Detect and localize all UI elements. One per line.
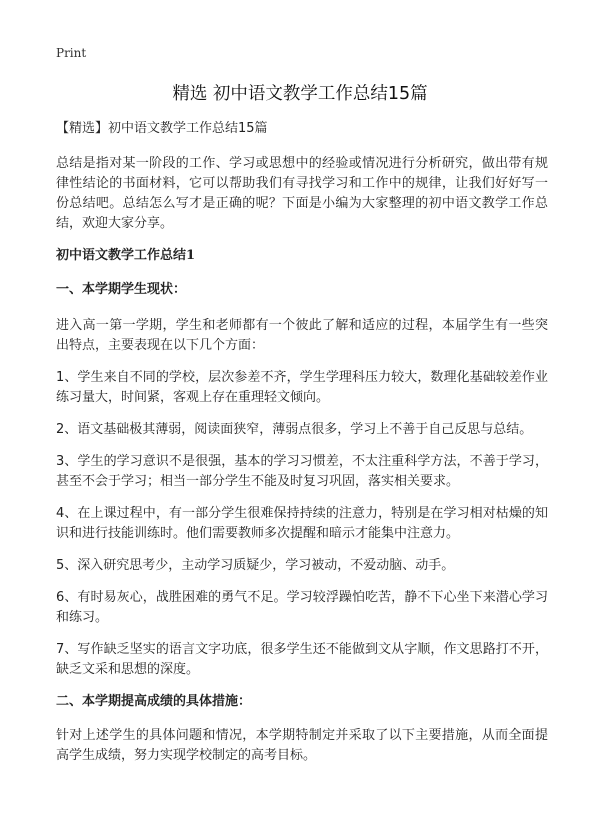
list-item: 4、在上课过程中，有一部分学生很难保持持续的注意力，特别是在学习相对枯燥的知识和进行技能训练时。他们需要教师多次提醒和暗示才能集中注意力。 (56, 506, 548, 541)
part1-lead: 进入高一第一学期，学生和老师都有一个彼此了解和适应的过程，本届学生有一些突出特点，主要表现在以下几个方面： (56, 318, 548, 353)
list-item: 5、深入研究思考少，主动学习质疑少，学习被动，不爱动脑、动手。 (56, 558, 455, 573)
document-title: 精选 初中语文教学工作总结15篇 (172, 84, 428, 104)
print-link[interactable]: Print (56, 46, 87, 60)
list-item: 2、语文基础极其薄弱，阅读面狭窄，薄弱点很多，学习上不善于自己反思与总结。 (56, 422, 533, 437)
document-subtitle: 【精选】初中语文教学工作总结15篇 (56, 121, 268, 136)
list-item: 3、学生的学习意识不是很强，基本的学习习惯差，不太注重科学方法，不善于学习，甚至不会于学习；相当一部分学生不能及时复习巩固，落实相关要求。 (56, 454, 548, 489)
list-item: 7、写作缺乏坚实的语言文字功底，很多学生还不能做到文从字顺，作文思路打不开，缺乏文采和思想的深度。 (56, 642, 548, 677)
part2-heading: 二、本学期提高成绩的具体措施： (56, 694, 252, 709)
part1-heading: 一、本学期学生现状： (56, 282, 187, 297)
list-item: 1、学生来自不同的学校，层次参差不齐，学生学理科压力较大，数理化基础较差作业练习量大，时间紧，客观上存在重理轻文倾向。 (56, 370, 548, 405)
part2-lead: 针对上述学生的具体问题和情况，本学期特制定并采取了以下主要措施，从而全面提高学生成绩，努力实现学校制定的高考目标。 (56, 728, 548, 763)
intro-paragraph: 总结是指对某一阶段的工作、学习或思想中的经验或情况进行分析研究，做出带有规律性结论的书面材料，它可以帮助我们有寻找学习和工作中的规律，让我们好好写一份总结吧。总结怎么写才是正确的呢？下面是小编为大家整理的初中语文教学工作总结，欢迎大家分享。 (56, 156, 548, 231)
list-item: 6、有时易灰心，战胜困难的勇气不足。学习较浮躁怕吃苦，静不下心坐下来潜心学习和练习。 (56, 590, 548, 625)
document-body (56, 119, 548, 778)
section-title: 初中语文教学工作总结1 (56, 248, 196, 263)
